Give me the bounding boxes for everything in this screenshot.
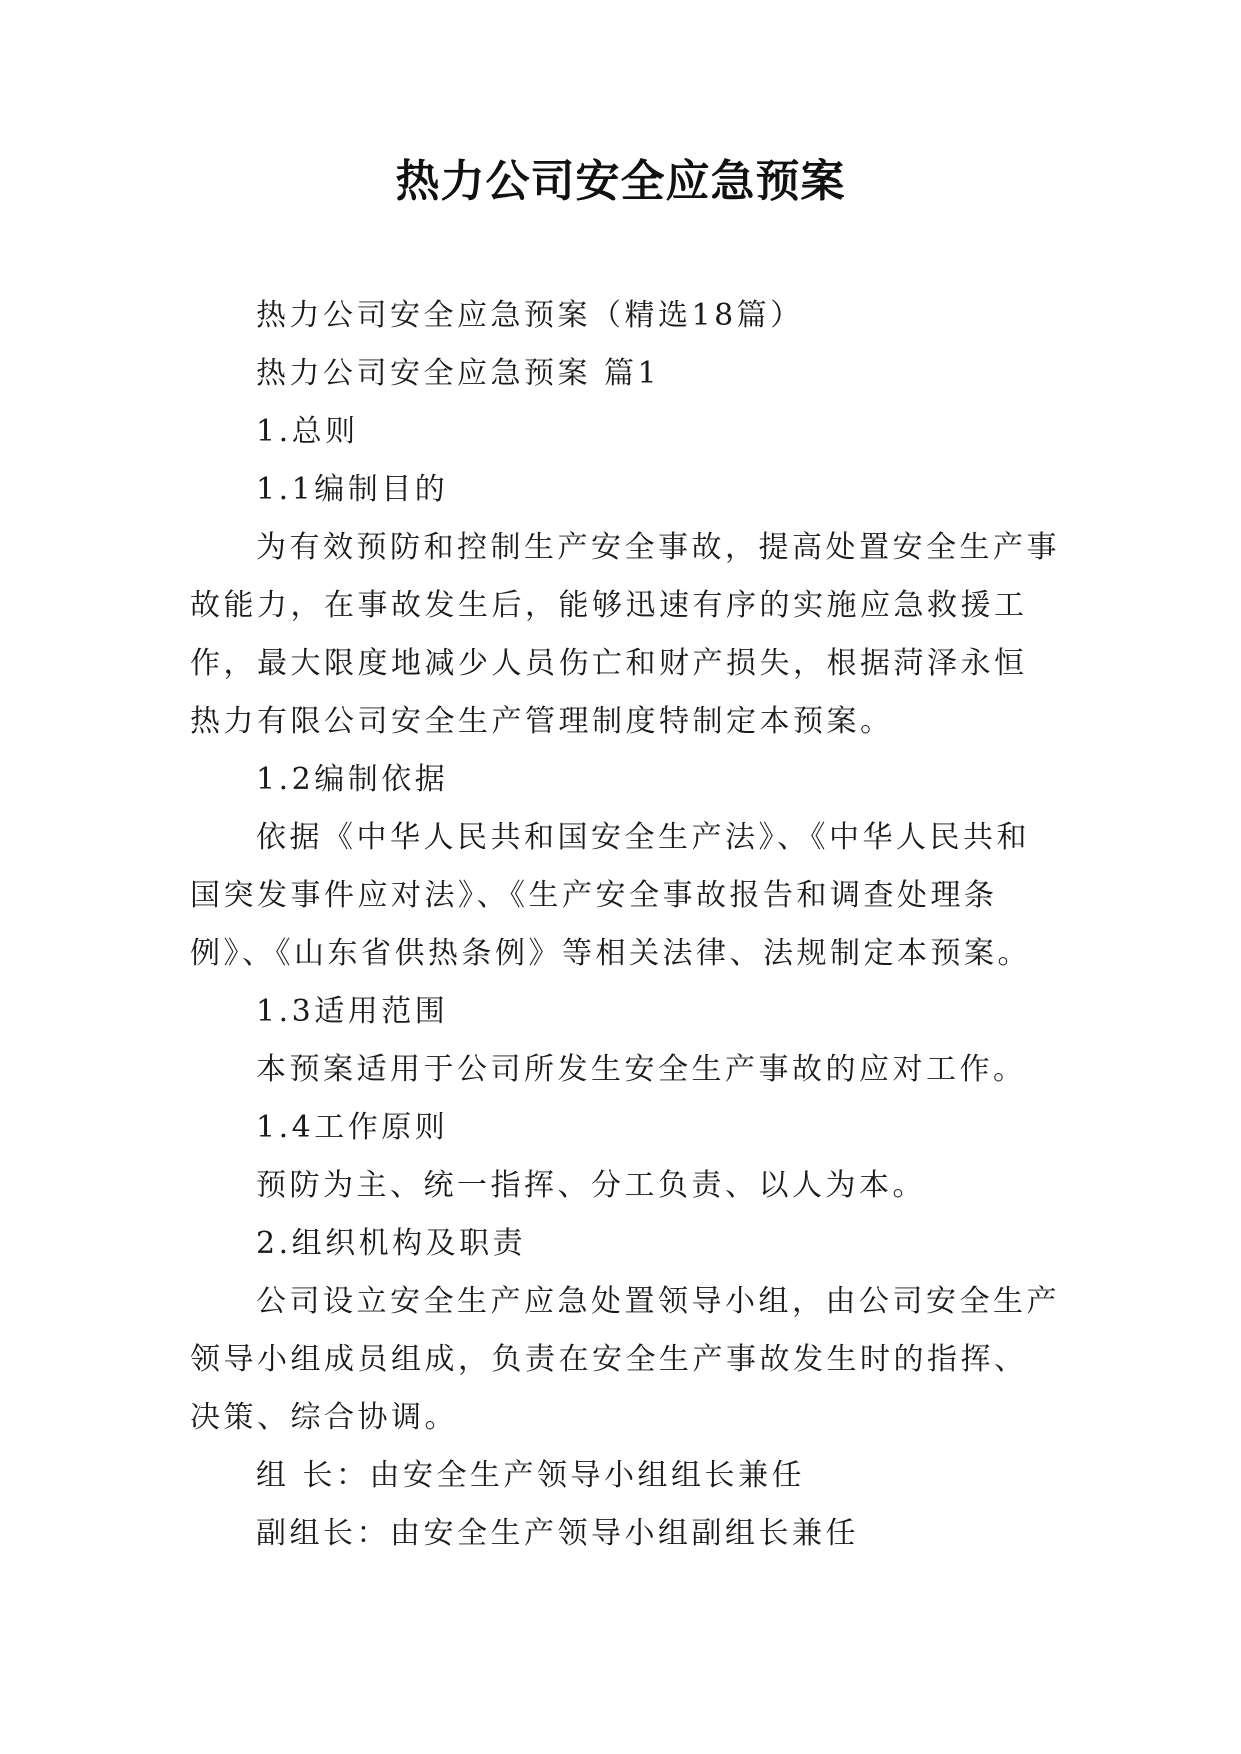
paragraph-organization: 公司设立安全生产应急处置领导小组，由公司安全生产领导小组成员组成，负责在安全生产事故发生时的指挥、决策、综合协调。 xyxy=(190,1284,1060,1435)
paragraph-deputy-leader: 副组长：由安全生产领导小组副组长兼任 xyxy=(256,1516,859,1551)
section-heading-chapter-1: 热力公司安全应急预案 篇1 xyxy=(256,356,661,391)
heading-scope: 1.3适用范围 xyxy=(256,994,449,1029)
heading-organization: 2.组织机构及职责 xyxy=(256,1226,527,1261)
document-title: 热力公司安全应急预案 xyxy=(395,156,846,207)
heading-work-principles: 1.4工作原则 xyxy=(256,1110,449,1145)
paragraph-scope: 本预案适用于公司所发生安全生产事故的应对工作。 xyxy=(256,1052,1027,1087)
paragraph-team-leader: 组 长：由安全生产领导小组组长兼任 xyxy=(256,1458,806,1493)
paragraph-basis: 依据《中华人民共和国安全生产法》、《中华人民共和国突发事件应对法》、《生产安全事故报告和调查处理条例》、《山东省供热条例》等相关法律、法规制定本预案。 xyxy=(190,820,1031,971)
document-body xyxy=(190,287,1060,1563)
heading-purpose: 1.1编制目的 xyxy=(256,472,449,507)
paragraph-work-principles: 预防为主、统一指挥、分工负责、以人为本。 xyxy=(256,1168,926,1203)
heading-general-principles: 1.总则 xyxy=(256,414,359,449)
paragraph-purpose: 为有效预防和控制生产安全事故，提高处置安全生产事故能力，在事故发生后，能够迅速有序的实施应急救援工作，最大限度地减少人员伤亡和财产损失，根据菏泽永恒热力有限公司安全生产管理制度特制定本预案。 xyxy=(190,530,1060,739)
subtitle-paragraph: 热力公司安全应急预案（精选18篇） xyxy=(256,298,804,333)
heading-basis: 1.2编制依据 xyxy=(256,762,449,797)
